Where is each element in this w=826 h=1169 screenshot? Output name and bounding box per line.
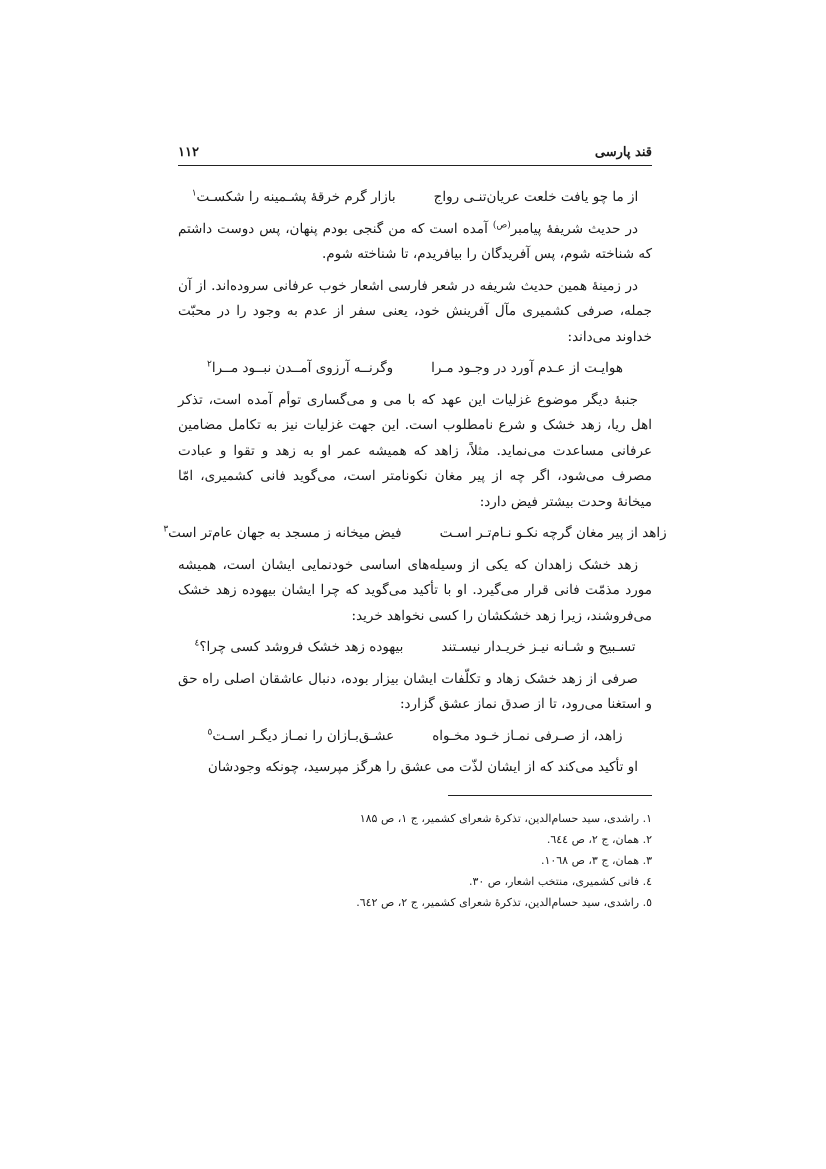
footnote-item: ٤. فانی کشمیری، منتخب اشعار، ص ۳۰. (468, 875, 652, 888)
footnotes (178, 808, 652, 913)
paragraph-text: زهد خشک زاهدان که یکی از وسیله‌های اساسی خودنمایی ایشان است، همیشه مورد مذمّت فانی قرار می‌گیرد. او با تأکید می‌گوید که چرا ایشان بیهوده زهد خشک می‌فروشند، زیرا زهد خشکشان را کسی نخواهد خرید: (178, 556, 652, 624)
footnote-item: ۱. راشدی، سید حسام‌الدین، تذکرهٔ شعرای کشمیر، ج ۱، ص ۱۸۵ (359, 812, 652, 825)
paragraph-text: جنبهٔ دیگر موضوع غزلیات این عهد که با می و می‌گساری توأم آمده است، تذکر اهل ریا، زهد خشک و شرع نامطلوب است. این جهت غزلیات نیز به تکامل مضامین عرفانی مساعدت می‌نماید. مثلاً، زاهد که همیشه عمر او به زهد و تقوا و عبادت مصرف می‌شود، اگر چه از پیر مغان نکونامتر است، می‌گوید فانی کشمیری، امّا میخانهٔ وحدت بیشتر فیض دارد: (178, 391, 652, 510)
footnote-item: ٥. راشدی، سید حسام‌الدین، تذکرهٔ شعرای کشمیر، ج ۲، ص ٦٤٢. (356, 896, 652, 909)
verse-hemistich-left (207, 356, 393, 382)
footnote-item: ۲. همان، ج ۲، ص ٦٤٤. (546, 833, 652, 846)
footnote-marker: ۲ (207, 359, 212, 370)
paragraph-text: در حدیث شریفهٔ پیامبر (510, 220, 638, 237)
paragraph (178, 274, 652, 351)
verse (163, 521, 667, 547)
verse-hemistich-right: زاهد از پیر مغان گرچه نکـو نـام‌تـر اسـت (439, 525, 667, 541)
verse-hemistich-right: از ما چو یافت خلعت عریان‌تنـی رواج (433, 189, 639, 205)
footnote-item: ۳. همان، ج ۳، ص ١٠٦٨. (540, 854, 652, 867)
honorific-superscript: (ص) (492, 220, 511, 230)
verse (178, 635, 652, 661)
footnote-marker: ٥ (207, 727, 213, 737)
footnote-marker: ۳ (163, 524, 169, 535)
footnote-separator (448, 795, 652, 796)
verse-hemistich-left (163, 521, 401, 547)
paragraph (178, 388, 652, 516)
main-text (163, 185, 667, 787)
paragraph (178, 667, 652, 718)
verse-hemistich-text: فیض میخانه ز مسجد به جهان عام‌تر است (168, 525, 402, 541)
paragraph (178, 755, 652, 781)
verse-hemistich-left (192, 185, 396, 211)
paragraph-text: در زمینهٔ همین حدیث شریفه در شعر فارسی اشعار خوب عرفانی سروده‌اند. از آن جمله، صرفی کشمیری مآل آفرینش خود، یعنی سفر از عدم به وجود را در محبّت خداوند می‌داند: (178, 277, 652, 345)
verse-hemistich-right: زاهد، از صـرفی نمـاز خـود مخـواه (432, 727, 623, 744)
verse-hemistich-left (208, 724, 395, 750)
verse-hemistich-right: تسـبیح و شـانه نیـز خریـدار نیسـتند (441, 639, 636, 655)
verse-hemistich-text: بیهوده زهد خشک فروشد کسی چرا؟ (199, 639, 404, 655)
verse (178, 185, 652, 211)
footnote-marker: ٤ (194, 638, 200, 649)
verse-hemistich-text: بازار گرم خرقهٔ پشـمینه را شکسـت (196, 189, 396, 205)
verse-hemistich-text: عشـق‌بـازان را نمـاز دیگـر اسـت (212, 727, 395, 744)
paragraph-text: او تأکید می‌کند که از ایشان لذّت می عشق را هرگز مپرسید، چونکه وجودشان (207, 759, 638, 775)
paragraph (178, 553, 652, 630)
verse (178, 724, 652, 750)
page-header (178, 145, 652, 166)
paragraph-text: صرفی از زهد خشک زهاد و تکلّفات ایشان بیزار بوده، دنبال عاشقان اصلی راه حق و استغنا می‌رود، تا از صدق نماز عشق گزارد: (178, 670, 652, 712)
page-number: ۱۱۲ (178, 145, 199, 160)
paragraph (178, 217, 652, 268)
footnote-marker: ۱ (191, 188, 197, 199)
verse-hemistich-right: هوایـت از عـدم آورد در وجـود مـرا (431, 360, 623, 376)
verse (178, 356, 652, 382)
verse-hemistich-text: وگرنــه آرزوی آمــدن نبــود مــرا (211, 360, 394, 376)
verse-hemistich-left (195, 635, 404, 661)
paragraph-text: آمده است که من گنجی بودم پنهان، پس دوست داشتم که شناخته شوم، پس آفریدگان را بیافریدم، تا شناخته شوم. (178, 220, 652, 262)
running-title: قند پارسی (594, 145, 652, 160)
